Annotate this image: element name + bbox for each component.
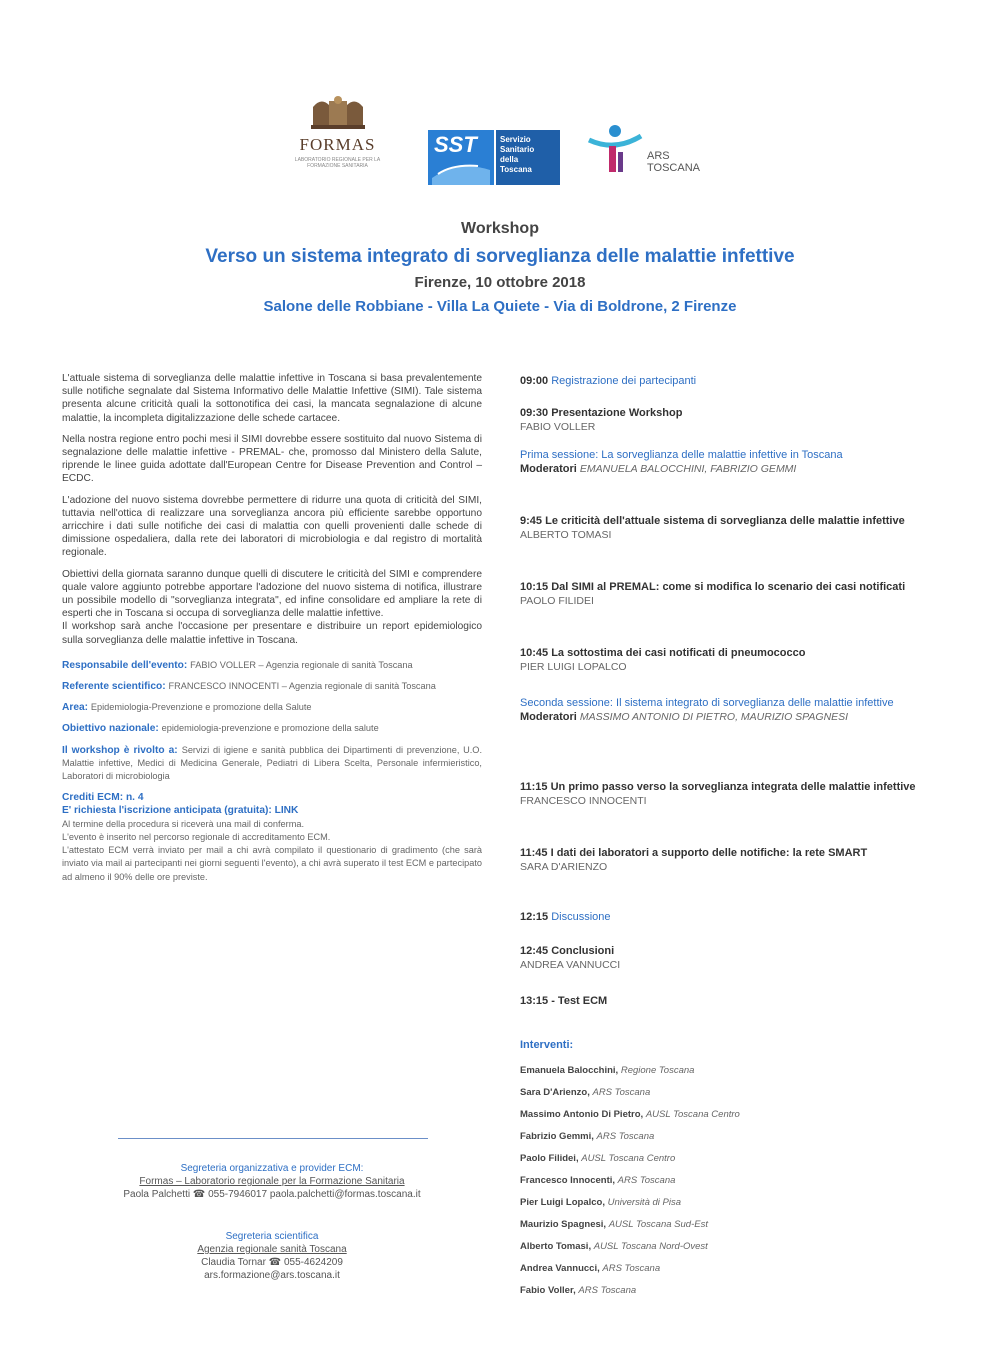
area-label: Area:: [62, 702, 89, 714]
referent-label: Referente scientifico:: [62, 681, 166, 693]
sci-secretariat-title: Segreteria scientifica: [225, 1231, 319, 1242]
responsible-value: FABIO VOLLER – Agenzia regionale di sanità Toscana: [190, 659, 413, 670]
objective-info: [62, 722, 482, 735]
org-secretariat-title: Segreteria organizzativa e provider ECM:: [180, 1163, 364, 1174]
speaker-affiliation: AUSL Toscana Sud-Est: [608, 1219, 708, 1230]
event-date: Firenze, 10 ottobre 2018: [414, 274, 586, 291]
ecm-note: L'evento è inserito nel percorso regionale di accreditamento ECM.: [62, 831, 331, 842]
speaker-name: Andrea Vannucci,: [520, 1263, 600, 1274]
speaker-row: [520, 1196, 940, 1210]
program-session: Seconda sessione: Il sistema integrato di sorveglianza delle malattie infettive Moderatori MASSIMO ANTONIO DI PIETRO, MAURIZIO SPAGNESI: [520, 697, 894, 723]
program-speaker: FRANCESCO INNOCENTI: [520, 795, 647, 807]
speaker-row: [520, 1262, 940, 1276]
ecm-credits-label: Crediti ECM: n. 4: [62, 792, 144, 804]
registration-link[interactable]: LINK: [274, 805, 299, 817]
speaker-row: [520, 1130, 940, 1144]
speaker-name: Maurizio Spagnesi,: [520, 1219, 607, 1230]
speaker-name: Alberto Tomasi,: [520, 1241, 592, 1252]
program-item: 11:45 I dati dei laboratori a supporto delle notifiche: la rete SMART SARA D'ARIENZO: [520, 847, 868, 873]
formas-crest-icon: [307, 95, 369, 131]
speaker-affiliation: ARS Toscana: [602, 1263, 661, 1274]
org-secretariat-contact: Paola Palchetti ☎ 055-7946017 paola.palchetti@formas.toscana.it: [123, 1189, 421, 1200]
target-info: [62, 744, 482, 784]
program-item: 13:15 - Test ECM: [520, 995, 608, 1007]
area-info: [62, 701, 482, 714]
sci-secretariat-email: ars.formazione@ars.toscana.it: [204, 1270, 340, 1281]
speaker-name: Francesco Innocenti,: [520, 1175, 616, 1186]
speaker-affiliation: Università di Pisa: [607, 1197, 682, 1208]
speaker-affiliation: ARS Toscana: [592, 1087, 651, 1098]
ars-wordmark: ARS TOSCANA: [647, 150, 700, 174]
ars-toscana-logo: [585, 122, 725, 182]
scientific-referent-info: [62, 680, 482, 693]
program-item: 10:45 La sottostima dei casi notificati di pneumococco PIER LUIGI LOPALCO: [520, 647, 806, 673]
event-venue: Salone delle Robbiane - Villa La Quiete - Via di Boldrone, 2 Firenze: [263, 298, 737, 315]
ars-figure-icon: [585, 122, 645, 182]
registration-label: E' richiesta l'iscrizione anticipata (gratuita):: [62, 805, 272, 817]
target-label: Il workshop è rivolto a:: [62, 744, 178, 756]
area-value: Epidemiologia-Prevenzione e promozione della Salute: [90, 702, 312, 713]
program-item: 12:15 Discussione: [520, 911, 611, 923]
sci-secretariat-phone: Claudia Tornar ☎ 055-4624209: [201, 1257, 343, 1268]
speaker-name: Massimo Antonio Di Pietro,: [520, 1109, 644, 1120]
formas-wordmark: FORMAS: [299, 135, 376, 154]
speaker-name: Pier Luigi Lopalco,: [520, 1197, 605, 1208]
speaker-affiliation: ARS Toscana: [617, 1175, 676, 1186]
program-item: 10:15 Dal SIMI al PREMAL: come si modifica lo scenario dei casi notificati PAOLO FILIDEI: [520, 581, 906, 607]
responsible-info: [62, 659, 482, 672]
speaker-row: [520, 1218, 940, 1232]
sst-text: Servizio Sanitario della Toscana: [500, 135, 535, 174]
speaker-row: [520, 1152, 940, 1166]
speaker-row: [520, 1064, 940, 1078]
responsible-label: Responsabile dell'evento:: [62, 659, 188, 671]
scientific-secretariat: [62, 1230, 482, 1282]
organizing-secretariat: [62, 1162, 482, 1201]
intro-paragraph: L'adozione del nuovo sistema dovrebbe permettere di ridurre una quota di criticità del SIMI, tuttavia nell'ottica di realizzare una sorveglianza ancora più efficiente sarebbe opportuno arricchire i dati sulle notifiche dei casi di malattia con quelli provenienti dalle schede di dimissione ospedaliera, dalla rete dei laboratori di microbiologia e dal registro di mortalità regionale.: [62, 494, 482, 559]
ecm-info: [62, 791, 482, 831]
speaker-affiliation: ARS Toscana: [578, 1285, 637, 1296]
program-item: 11:15 Un primo passo verso la sorveglianza integrata delle malattie infettive FRANCESCO INNOCENTI: [520, 781, 916, 807]
program-item: 09:30 Presentazione Workshop FABIO VOLLER: [520, 407, 683, 433]
formas-subtitle: LABORATORIO REGIONALE PER LA FORMAZIONE SANITARIA: [294, 157, 381, 169]
speaker-affiliation: AUSL Toscana Nord-Ovest: [593, 1241, 708, 1252]
intro-paragraph: Obiettivi della giornata saranno dunque quelli di discutere le criticità del SIMI e comprendere quale valore aggiunto potrebbe apportare l'adozione del nuovo sistema di notifica, illustrare un possibile modello di "sorveglianza integrata", ed infine consolidare ed ampliare la rete di esperti che in Toscana si occupa di sorveglianza delle malattie infettive.: [62, 568, 482, 620]
referent-value: FRANCESCO INNOCENTI – Agenzia regionale di sanità Toscana: [168, 681, 436, 692]
sci-secretariat-name[interactable]: Agenzia regionale sanità Toscana: [197, 1244, 347, 1255]
program-speaker: ANDREA VANNUCCI: [520, 959, 621, 971]
program-item: 09:00 Registrazione dei partecipanti: [520, 375, 697, 387]
program-speaker: PIER LUIGI LOPALCO: [520, 661, 627, 673]
target-value: Servizi di igiene e sanità pubblica dei Dipartimenti di prevenzione, U.O. Malattie infettive, Medici di Medicina Generale, Pediatri di Libera Scelta, Personale infermieristico, Laboratori di microbiologia: [62, 744, 482, 782]
sst-logo: [428, 130, 560, 185]
event-title: Verso un sistema integrato di sorveglianza delle malattie infettive: [205, 246, 795, 267]
speaker-name: Fabio Voller,: [520, 1285, 576, 1296]
program-session: Prima sessione: La sorveglianza delle malattie infettive in Toscana Moderatori EMANUELA BALOCCHINI, FABRIZIO GEMMI: [520, 449, 843, 475]
formas-logo: [290, 95, 385, 185]
speaker-name: Sara D'Arienzo,: [520, 1087, 590, 1098]
intro-paragraph: Nella nostra regione entro pochi mesi il SIMI dovrebbe essere sostituito dal nuovo Sistema di segnalazione delle malattie infettive - PREMAL- che, promosso dal Ministero della Salute, riprende le linee guida adottate dall'European Centre for Disease Prevention and Control –ECDC.: [62, 433, 482, 485]
speakers-title: Interventi:: [520, 1039, 574, 1051]
speaker-affiliation: AUSL Toscana Centro: [645, 1109, 740, 1120]
program-item: 9:45 Le criticità dell'attuale sistema di sorveglianza delle malattie infettive ALBERTO TOMASI: [520, 515, 905, 541]
speaker-row: [520, 1108, 940, 1122]
speaker-row: [520, 1284, 940, 1298]
intro-paragraph: L'attuale sistema di sorveglianza delle malattie infettive in Toscana si basa prevalentemente sulle notifiche segnalate dal Sistema Informativo delle Malattie Infettive (SIMI). Tale sistema presenta alcune criticità quali la sottonotifica dei casi, la mancata segnalazione di alcune malattie, la incompleta digitalizzazione delle schede cartacee.: [62, 373, 482, 424]
speaker-affiliation: AUSL Toscana Centro: [581, 1153, 676, 1164]
speaker-name: Paolo Filidei,: [520, 1153, 579, 1164]
registration-note: Al termine della procedura si riceverà una mail di conferma.: [62, 818, 305, 829]
speaker-row: [520, 1174, 940, 1188]
speaker-row: [520, 1240, 940, 1254]
intro-paragraph: Il workshop sarà anche l'occasione per presentare e distribuire un report epidemiologico sulla sorveglianza delle malattie infettive in Toscana.: [62, 621, 482, 646]
program-speaker: SARA D'ARIENZO: [520, 861, 608, 873]
sst-abbr: SST: [434, 132, 477, 157]
speaker-row: [520, 1086, 940, 1100]
intro-column: [62, 372, 482, 884]
contacts-divider: [118, 1138, 428, 1139]
speaker-name: Fabrizio Gemmi,: [520, 1131, 594, 1142]
objective-label: Obiettivo nazionale:: [62, 723, 159, 735]
program-speaker: FABIO VOLLER: [520, 421, 596, 433]
speaker-name: Emanuela Balocchini,: [520, 1065, 619, 1076]
objective-value: epidemiologia-prevenzione e promozione della salute: [161, 723, 379, 734]
ecm-certificate-note: L'attestato ECM verrà inviato per mail a chi avrà compilato il questionario di gradimento (che sarà inviato via mail ai partecipanti nei giorni seguenti l'evento), a chi avrà superato il test ECM e partecipato ad almeno il 90% delle ore previste.: [62, 845, 483, 882]
program-speaker: ALBERTO TOMASI: [520, 529, 612, 541]
speaker-affiliation: ARS Toscana: [596, 1131, 655, 1142]
org-secretariat-name[interactable]: Formas – Laboratorio regionale per la Formazione Sanitaria: [139, 1176, 405, 1187]
speaker-affiliation: Regione Toscana: [620, 1065, 695, 1076]
event-kicker: Workshop: [461, 220, 539, 237]
program-speaker: PAOLO FILIDEI: [520, 595, 594, 607]
program-item: 12:45 Conclusioni ANDREA VANNUCCI: [520, 945, 621, 971]
